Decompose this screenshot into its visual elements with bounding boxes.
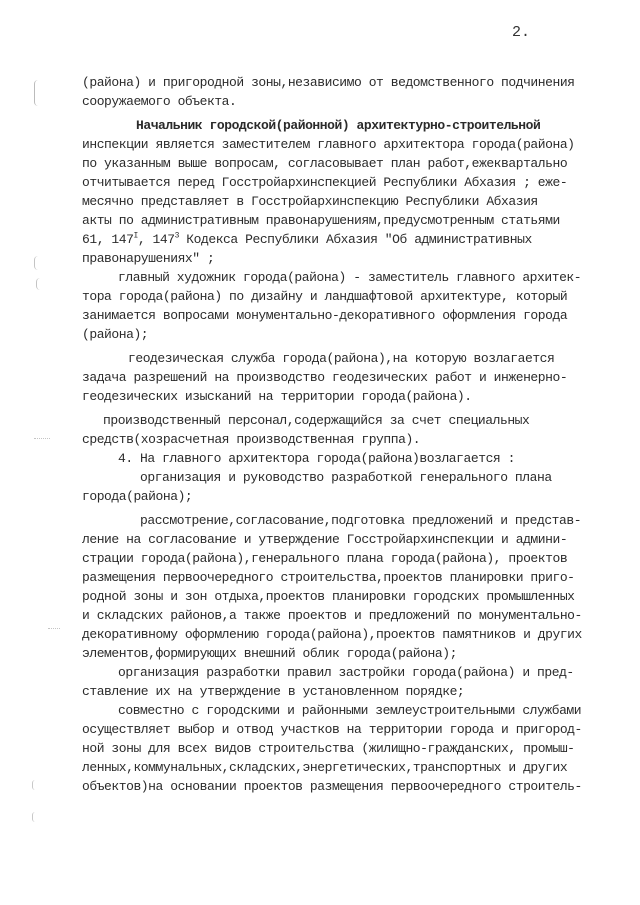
text-line: средств(хозрасчетная производственная группа).: [82, 432, 421, 447]
text-line: тора города(района) по дизайну и ландшафтовой архитектуре, который: [82, 289, 568, 304]
text-line: геодезических изысканий на территории города(района).: [82, 389, 472, 404]
text-line: занимается вопросами монументально-декоративного оформления города: [82, 308, 568, 323]
text-line: 4. На главного архитектора города(района)возлагается :: [118, 451, 515, 466]
margin-mark: [36, 278, 45, 290]
text-line: элементов,формирующих внешний облик города(района);: [82, 646, 457, 661]
text-line: ной зоны для всех видов строительства (жилищно-гражданских, промыш-: [82, 741, 575, 756]
text-line: декоративному оформлению города(района),проектов памятников и других: [82, 627, 582, 642]
text-line: рассмотрение,согласование,подготовка предложений и представ-: [140, 513, 582, 528]
text-line: страции города(района),генерального плана города(района), проектов: [82, 551, 568, 566]
text-line: ставление их на утверждение в установленном порядке;: [82, 684, 465, 699]
text-line: (района);: [82, 327, 149, 342]
margin-mark: [34, 256, 43, 270]
text-line: производственный персонал,содержащийся за счет специальных: [103, 413, 530, 428]
text-line: задача разрешений на производство геодезических работ и инженерно-: [82, 370, 568, 385]
text-line: ление на согласование и утверждение Госстройархинспекции и админи-: [82, 532, 568, 547]
text-line: главный художник города(района) - заместитель главного архитек-: [118, 270, 582, 285]
text-line: Начальник городской(районной) архитектурно-строительной: [136, 118, 541, 133]
margin-mark: [32, 812, 39, 822]
text-line: объектов)на основании проектов размещения первоочередного строитель-: [82, 779, 582, 794]
text-line: города(района);: [82, 489, 193, 504]
text-line: геодезическая служба города(района),на которую возлагается: [128, 351, 555, 366]
text-fragment: Кодекса Республики Абхазия "Об административных: [178, 232, 532, 247]
text-line: ленных,коммунальных,складских,энергетических,транспортных и других: [82, 760, 568, 775]
text-fragment: , 147: [137, 232, 175, 247]
text-line: родной зоны и зон отдыха,проектов планировки городских промышленных: [82, 589, 575, 604]
superscript: 3: [174, 231, 179, 241]
margin-mark: [32, 780, 39, 790]
text-line: организация и руководство разработкой генерального плана: [140, 470, 552, 485]
text-line: размещения первоочередного строительства,проектов планировки приго-: [82, 570, 575, 585]
text-line: акты по административным правонарушениям,предусмотренным статьями: [82, 213, 560, 228]
margin-mark: [48, 628, 60, 637]
text-line: и складских районов,а также проектов и предложений по монументально-: [82, 608, 582, 623]
text-line: правонарушениях" ;: [82, 251, 215, 266]
margin-mark: [34, 438, 50, 445]
text-line: месячно представляет в Госстройархинспекцию Республики Абхазия: [82, 194, 538, 209]
page-number: 2.: [512, 24, 531, 41]
text-line: сооружаемого объекта.: [82, 94, 237, 109]
margin-mark: [34, 80, 45, 106]
superscript: I: [133, 231, 138, 241]
text-line: совместно с городскими и районными землеустроительными службами: [118, 703, 582, 718]
text-line: (района) и пригородной зоны,независимо от ведомственного подчинения: [82, 75, 575, 90]
text-line: осуществляет выбор и отвод участков на территории города и пригород-: [82, 722, 582, 737]
text-line-with-superscripts: [82, 232, 532, 248]
text-line: инспекции является заместителем главного архитектора города(района): [82, 137, 575, 152]
text-fragment: 61, 147: [82, 232, 134, 247]
text-line: отчитывается перед Госстройархинспекцией Республики Абхазия ; еже-: [82, 175, 568, 190]
text-line: организация разработки правил застройки города(района) и пред-: [118, 665, 574, 680]
text-line: по указанным выше вопросам, согласовывает план работ,ежеквартально: [82, 156, 568, 171]
